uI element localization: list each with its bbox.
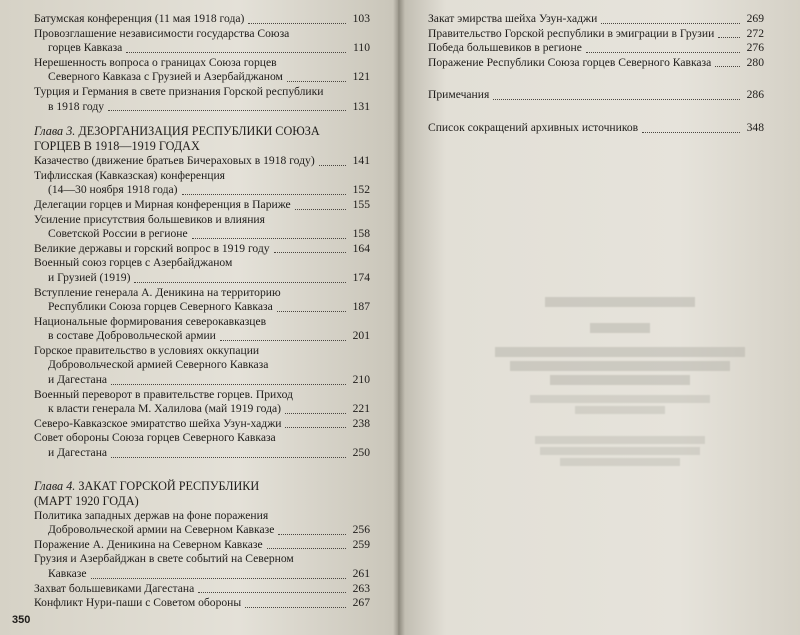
show-through-imprint	[470, 295, 770, 525]
toc-page-number: 276	[746, 41, 764, 55]
toc-entry	[428, 56, 764, 71]
leader-dots	[134, 281, 346, 283]
toc-entry	[34, 154, 370, 169]
toc-entry-title: Турция и Германия в свете признания Горской республики	[34, 84, 324, 98]
chapter-4-heading	[34, 479, 370, 509]
toc-entry	[34, 12, 370, 27]
toc-entry-title: Великие державы и горский вопрос в 1919 году	[34, 241, 270, 255]
toc-page-number: 158	[352, 227, 370, 241]
toc-page-number: 187	[352, 300, 370, 314]
toc-entry-title-cont: и Грузией (1919)	[48, 270, 131, 284]
toc-entry	[34, 344, 370, 388]
toc-entry-title: Совет обороны Союза горцев Северного Кавказа	[34, 431, 276, 445]
page-number: 350	[12, 614, 31, 626]
toc-entry	[428, 41, 764, 56]
toc-entry-title: Поражение А. Деникина на Северном Кавказе	[34, 537, 263, 551]
toc-page-number: 250	[352, 446, 370, 460]
toc-entry-title: Военный союз горцев с Азербайджаном	[34, 256, 233, 270]
toc-entry	[34, 242, 370, 257]
chapter-title-cont: (МАРТ 1920 ГОДА)	[34, 493, 139, 508]
toc-entry-title-cont: горцев Кавказа	[48, 41, 123, 55]
toc-entry-title: Захват большевиками Дагестана	[34, 581, 195, 595]
toc-entry-title: Список сокращений архивных источников	[428, 120, 639, 134]
chapter-label: Глава 3.	[34, 124, 76, 139]
toc-page-number: 103	[352, 12, 370, 25]
toc-entry	[34, 596, 370, 611]
leader-dots	[493, 98, 740, 100]
toc-entry-title: Конфликт Нури-паши с Советом обороны	[34, 596, 242, 610]
toc-entry-title: Примечания	[428, 88, 490, 102]
toc-entry-title: Поражение Республики Союза горцев Северного Кавказа	[428, 55, 712, 69]
toc-entry-title: Тифлисская (Кавказская) конференция	[34, 168, 226, 182]
toc-entry-title: Горское правительство в условиях оккупации	[34, 343, 260, 357]
toc-page-number: 280	[746, 55, 764, 69]
toc-page-number: 155	[352, 197, 370, 211]
toc-page-number: 121	[352, 70, 370, 84]
toc-entry	[34, 552, 370, 581]
toc-group-chapter-3	[34, 154, 370, 460]
leader-dots	[111, 383, 346, 385]
toc-entry	[428, 27, 764, 42]
toc-right-column	[428, 12, 764, 136]
leader-dots	[277, 310, 346, 312]
leader-dots	[285, 426, 346, 428]
toc-page-number: 269	[746, 12, 764, 25]
toc-entry-title: Делегации горцев и Мирная конференция в Париже	[34, 197, 291, 211]
toc-entry-title: Правительство Горской республики в эмиграции в Грузии	[428, 26, 715, 40]
toc-page-number: 141	[352, 154, 370, 168]
toc-entry-title-cont: к власти генерала М. Халилова (май 1919 года)	[48, 402, 282, 416]
toc-page-number: 174	[352, 270, 370, 284]
leader-dots	[245, 606, 346, 608]
toc-page-number: 348	[746, 120, 764, 134]
leader-dots	[715, 65, 740, 67]
toc-entry-title-cont: и Дагестана	[48, 373, 108, 387]
leader-dots	[274, 251, 346, 253]
toc-page-number: 110	[353, 41, 370, 55]
toc-page-number: 210	[352, 373, 370, 387]
toc-entry-title: Победа большевиков в регионе	[428, 41, 582, 55]
toc-entry	[34, 538, 370, 553]
toc-page-number: 201	[352, 329, 370, 343]
leader-dots	[287, 80, 346, 82]
leader-dots	[192, 237, 346, 239]
toc-entry-title-cont: в составе Добровольческой армии	[48, 329, 216, 343]
toc-entry	[34, 388, 370, 417]
toc-entry	[34, 286, 370, 315]
toc-entry-title: Северо-Кавказское эмиратство шейха Узун-хаджи	[34, 416, 282, 430]
chapter-title-cont: ГОРЦЕВ В 1918—1919 ГОДАХ	[34, 139, 200, 154]
chapter-title: ЗАКАТ ГОРСКОЙ РЕСПУБЛИКИ	[78, 478, 260, 493]
leader-dots	[642, 131, 740, 133]
leader-dots	[220, 339, 346, 341]
toc-page-number: 259	[352, 537, 370, 551]
leader-dots	[182, 193, 346, 195]
toc-entry-title: Национальные формирования северокавказцев	[34, 314, 267, 328]
toc-entry-title: Закат эмирства шейха Узун-хаджи	[428, 12, 598, 25]
toc-entry	[428, 12, 764, 27]
toc-entry-title-cont: Северного Кавказа с Грузией и Азербайджаном	[48, 70, 283, 84]
toc-page-number: 261	[352, 567, 370, 580]
book-gutter	[393, 0, 405, 635]
leader-dots	[601, 22, 740, 24]
toc-page-number: 256	[352, 523, 370, 537]
leader-dots	[267, 547, 346, 549]
toc-entry-title: Военный переворот в правительстве горцев. Приход	[34, 387, 293, 401]
toc-group-chapter-4	[34, 509, 370, 611]
toc-entry	[34, 85, 370, 114]
toc-entry	[34, 417, 370, 432]
toc-entry-title: Вступление генерала А. Деникина на территорию	[34, 285, 281, 299]
toc-page-number: 221	[352, 402, 370, 416]
toc-entry-title-cont: и Дагестана	[48, 446, 108, 460]
toc-group-top	[34, 12, 370, 114]
toc-entry	[34, 431, 370, 460]
toc-page-number: 164	[352, 241, 370, 255]
toc-page-number: 263	[352, 581, 370, 595]
leader-dots	[108, 109, 346, 111]
toc-entry	[34, 198, 370, 213]
toc-entry	[34, 509, 370, 538]
leader-dots	[586, 51, 740, 53]
toc-entry-title: Грузия и Азербайджан в свете событий на Северном	[34, 552, 294, 566]
toc-entry-title-cont: (14—30 ноября 1918 года)	[48, 183, 178, 197]
toc-entry-title: Усиление присутствия большевиков и влияния	[34, 212, 265, 226]
toc-group-continued	[428, 12, 764, 70]
toc-entry-title-cont: Советской России в регионе	[48, 227, 188, 241]
leader-dots	[278, 533, 346, 535]
toc-entry-title-cont: в 1918 году	[48, 99, 105, 113]
toc-entry	[34, 27, 370, 56]
toc-page-number: 267	[352, 596, 370, 610]
toc-page-number: 238	[352, 416, 370, 430]
toc-entry-title: Батумская конференция (11 мая 1918 года)	[34, 12, 245, 25]
toc-entry	[34, 56, 370, 85]
toc-page-number: 152	[352, 183, 370, 197]
toc-entry-title-cont: Добровольческой армии на Северном Кавказе	[48, 523, 275, 537]
leader-dots	[319, 164, 346, 166]
toc-entry	[34, 169, 370, 198]
toc-entry-title: Казачество (движение братьев Бичераховых в 1918 году)	[34, 154, 315, 168]
leader-dots	[126, 51, 346, 53]
toc-page-number: 272	[746, 26, 764, 40]
toc-entry	[34, 213, 370, 242]
toc-page-number: 131	[352, 99, 370, 113]
leader-dots	[91, 577, 346, 579]
toc-entry	[34, 256, 370, 285]
leader-dots	[285, 412, 346, 414]
chapter-label: Глава 4.	[34, 478, 76, 493]
toc-entry-title: Провозглашение независимости государства Союза	[34, 26, 290, 40]
toc-entry-title-cont: Добровольческой армией Северного Кавказа	[48, 358, 269, 372]
toc-entry-title: Политика западных держав на фоне поражения	[34, 508, 269, 522]
toc-left-column	[34, 12, 370, 611]
toc-entry-abbreviations	[428, 121, 764, 136]
toc-entry-title-cont: Кавказе	[48, 567, 87, 580]
toc-entry-title-cont: Республики Союза горцев Северного Кавказа	[48, 300, 273, 314]
toc-entry-notes	[428, 88, 764, 103]
leader-dots	[198, 591, 346, 593]
toc-entry	[34, 582, 370, 597]
leader-dots	[295, 208, 346, 210]
leader-dots	[248, 22, 346, 24]
leader-dots	[718, 36, 740, 38]
toc-entry-title: Нерешенность вопроса о границах Союза горцев	[34, 55, 277, 69]
toc-entry	[34, 315, 370, 344]
toc-page-number: 286	[746, 88, 764, 102]
chapter-3-heading	[34, 124, 370, 154]
chapter-title: ДЕЗОРГАНИЗАЦИЯ РЕСПУБЛИКИ СОЮЗА	[78, 124, 320, 139]
leader-dots	[111, 456, 346, 458]
